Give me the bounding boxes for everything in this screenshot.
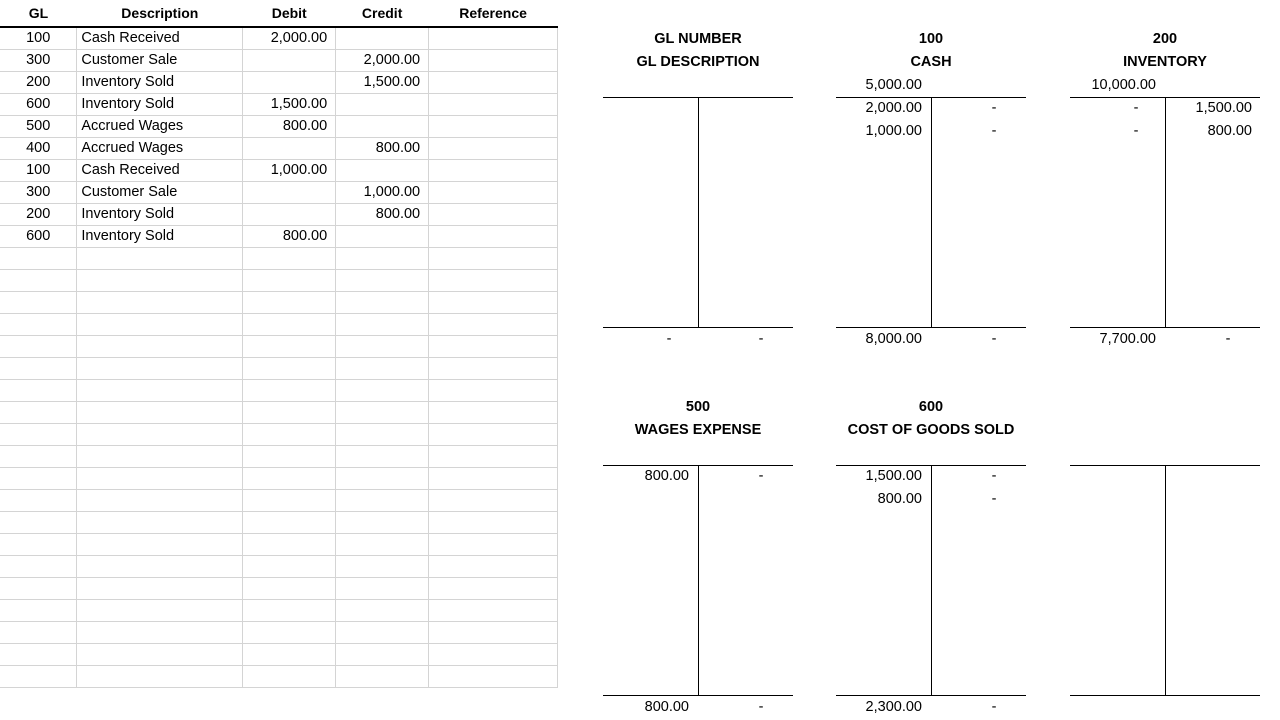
- empty-cell[interactable]: [243, 489, 336, 511]
- empty-cell[interactable]: [336, 269, 429, 291]
- empty-cell[interactable]: [243, 423, 336, 445]
- empty-row: [0, 643, 558, 665]
- t-bottom-line: [1070, 327, 1260, 328]
- empty-row: [0, 423, 558, 445]
- empty-row: [0, 555, 558, 577]
- t-account-template: [603, 31, 793, 347]
- cell-description[interactable]: Inventory Sold: [77, 93, 243, 115]
- cell-reference[interactable]: [429, 137, 558, 159]
- entry-credit[interactable]: 800.00: [1207, 123, 1252, 139]
- empty-row: [0, 467, 558, 489]
- header-credit[interactable]: Credit: [336, 0, 429, 27]
- table-row: [0, 225, 558, 247]
- entry-credit[interactable]: -: [991, 468, 997, 484]
- empty-cell[interactable]: [429, 533, 558, 555]
- empty-cell[interactable]: [243, 269, 336, 291]
- empty-cell[interactable]: [243, 335, 336, 357]
- t-entry-row: [1070, 123, 1260, 146]
- t-entries: [603, 468, 793, 491]
- empty-row: [0, 269, 558, 291]
- t-bottom-line: [1070, 695, 1260, 696]
- empty-cell[interactable]: [0, 269, 77, 291]
- empty-cell[interactable]: [336, 401, 429, 423]
- cell-gl[interactable]: 400: [0, 137, 77, 159]
- empty-row: [0, 511, 558, 533]
- empty-cell[interactable]: [336, 555, 429, 577]
- empty-cell[interactable]: [77, 533, 243, 555]
- t-total-row: [1070, 699, 1260, 720]
- total-credit[interactable]: -: [991, 331, 997, 347]
- empty-cell[interactable]: [429, 555, 558, 577]
- t-total-row: [603, 331, 793, 354]
- empty-cell[interactable]: [0, 247, 77, 269]
- empty-cell[interactable]: [0, 643, 77, 665]
- empty-cell[interactable]: [0, 357, 77, 379]
- empty-cell[interactable]: [336, 467, 429, 489]
- cell-reference[interactable]: [429, 181, 558, 203]
- account-number: 500: [685, 399, 711, 415]
- empty-cell[interactable]: [336, 489, 429, 511]
- empty-row: [0, 599, 558, 621]
- empty-cell[interactable]: [0, 291, 77, 313]
- entry-debit[interactable]: 800.00: [644, 468, 689, 484]
- empty-cell[interactable]: [243, 401, 336, 423]
- cell-debit[interactable]: 1,500.00: [243, 93, 336, 115]
- cell-gl[interactable]: 600: [0, 225, 77, 247]
- empty-cell[interactable]: [243, 291, 336, 313]
- cell-debit[interactable]: [243, 203, 336, 225]
- empty-cell[interactable]: [429, 313, 558, 335]
- empty-cell[interactable]: [429, 291, 558, 313]
- t-total-row: [836, 331, 1026, 354]
- cell-description[interactable]: Accrued Wages: [77, 115, 243, 137]
- empty-cell[interactable]: [77, 489, 243, 511]
- cell-credit[interactable]: [336, 159, 429, 181]
- empty-cell[interactable]: [77, 643, 243, 665]
- empty-cell[interactable]: [77, 313, 243, 335]
- cell-description[interactable]: Inventory Sold: [77, 71, 243, 93]
- t-entries: [1070, 100, 1260, 146]
- table-row: [0, 27, 558, 49]
- entry-debit[interactable]: 1,500.00: [865, 468, 922, 484]
- empty-cell[interactable]: [77, 423, 243, 445]
- empty-cell[interactable]: [429, 643, 558, 665]
- t-vertical-line: [1165, 465, 1166, 695]
- entry-credit[interactable]: 1,500.00: [1195, 100, 1252, 116]
- journal-body: [0, 27, 558, 687]
- cell-credit[interactable]: [336, 27, 429, 49]
- empty-cell[interactable]: [77, 445, 243, 467]
- empty-cell[interactable]: [429, 445, 558, 467]
- t-bottom-line: [603, 695, 793, 696]
- empty-cell[interactable]: [77, 577, 243, 599]
- cell-debit[interactable]: [243, 49, 336, 71]
- empty-cell[interactable]: [77, 247, 243, 269]
- cell-debit[interactable]: [243, 181, 336, 203]
- table-row: [0, 115, 558, 137]
- journal-header-row: [0, 0, 558, 27]
- empty-cell[interactable]: [0, 599, 77, 621]
- cell-credit[interactable]: [336, 115, 429, 137]
- t-entry-row: [836, 491, 1026, 514]
- empty-cell[interactable]: [77, 555, 243, 577]
- empty-row: [0, 401, 558, 423]
- empty-cell[interactable]: [336, 423, 429, 445]
- account-description: CASH: [910, 54, 952, 70]
- entry-credit[interactable]: -: [991, 123, 997, 139]
- empty-cell[interactable]: [336, 621, 429, 643]
- account-description: INVENTORY: [1123, 54, 1207, 70]
- empty-cell[interactable]: [0, 335, 77, 357]
- cell-gl[interactable]: 100: [0, 27, 77, 49]
- account-number: 200: [1152, 31, 1178, 47]
- empty-cell[interactable]: [77, 599, 243, 621]
- journal-grid: [0, 0, 558, 720]
- cell-credit[interactable]: 800.00: [336, 137, 429, 159]
- empty-cell[interactable]: [243, 555, 336, 577]
- t-entries: [836, 468, 1026, 514]
- table-row: [0, 181, 558, 203]
- empty-cell[interactable]: [0, 489, 77, 511]
- cell-credit[interactable]: 2,000.00: [336, 49, 429, 71]
- cell-reference[interactable]: [429, 203, 558, 225]
- empty-cell[interactable]: [0, 423, 77, 445]
- empty-row: [0, 533, 558, 555]
- table-row: [0, 137, 558, 159]
- empty-cell[interactable]: [243, 621, 336, 643]
- total-credit[interactable]: -: [1225, 331, 1231, 347]
- empty-cell[interactable]: [336, 533, 429, 555]
- total-credit[interactable]: -: [758, 699, 764, 715]
- account-description: GL DESCRIPTION: [636, 54, 760, 70]
- empty-cell[interactable]: [243, 445, 336, 467]
- empty-cell[interactable]: [429, 599, 558, 621]
- empty-row: [0, 247, 558, 269]
- empty-cell[interactable]: [336, 599, 429, 621]
- empty-cell[interactable]: [77, 269, 243, 291]
- cell-reference[interactable]: [429, 27, 558, 49]
- empty-cell[interactable]: [243, 379, 336, 401]
- empty-cell[interactable]: [336, 313, 429, 335]
- empty-cell[interactable]: [77, 665, 243, 687]
- cell-credit[interactable]: [336, 225, 429, 247]
- t-entry-row: [836, 100, 1026, 123]
- empty-row: [0, 335, 558, 357]
- empty-row: [0, 577, 558, 599]
- cell-debit[interactable]: 2,000.00: [243, 27, 336, 49]
- empty-cell[interactable]: [429, 357, 558, 379]
- header-reference[interactable]: Reference: [429, 0, 558, 27]
- cell-gl[interactable]: 100: [0, 159, 77, 181]
- empty-cell[interactable]: [77, 357, 243, 379]
- account-number: 100: [918, 31, 944, 47]
- empty-cell[interactable]: [77, 291, 243, 313]
- total-credit[interactable]: -: [758, 331, 764, 347]
- empty-cell[interactable]: [429, 423, 558, 445]
- entry-debit[interactable]: -: [1133, 100, 1139, 116]
- cell-reference[interactable]: [429, 49, 558, 71]
- empty-cell[interactable]: [0, 555, 77, 577]
- entry-credit[interactable]: -: [758, 468, 764, 484]
- entry-debit[interactable]: 1,000.00: [865, 123, 922, 139]
- cell-credit[interactable]: 800.00: [336, 203, 429, 225]
- empty-row: [0, 665, 558, 687]
- empty-cell[interactable]: [0, 313, 77, 335]
- opening-balance[interactable]: 10,000.00: [1091, 77, 1156, 93]
- table-row: [0, 203, 558, 225]
- table-row: [0, 93, 558, 115]
- empty-cell[interactable]: [243, 665, 336, 687]
- empty-cell[interactable]: [429, 467, 558, 489]
- cell-reference[interactable]: [429, 93, 558, 115]
- cell-gl[interactable]: 300: [0, 181, 77, 203]
- total-debit[interactable]: 7,700.00: [1099, 331, 1156, 347]
- total-debit[interactable]: 800.00: [644, 699, 689, 715]
- cell-description[interactable]: Accrued Wages: [77, 137, 243, 159]
- empty-cell[interactable]: [429, 511, 558, 533]
- table-row: [0, 159, 558, 181]
- cell-credit[interactable]: [336, 93, 429, 115]
- journal-table: [0, 0, 558, 688]
- empty-cell[interactable]: [429, 621, 558, 643]
- t-account-cost-of-goods-sold: [836, 399, 1026, 715]
- t-vertical-line: [698, 465, 699, 695]
- t-total-row: [836, 699, 1026, 720]
- t-entry-row: [1070, 100, 1260, 123]
- empty-row: [0, 357, 558, 379]
- empty-cell[interactable]: [77, 335, 243, 357]
- empty-cell[interactable]: [77, 401, 243, 423]
- empty-cell[interactable]: [429, 269, 558, 291]
- cell-credit[interactable]: 1,500.00: [336, 71, 429, 93]
- cell-reference[interactable]: [429, 225, 558, 247]
- empty-cell[interactable]: [429, 335, 558, 357]
- cell-description[interactable]: Customer Sale: [77, 181, 243, 203]
- empty-cell[interactable]: [243, 313, 336, 335]
- account-number: GL NUMBER: [654, 31, 742, 47]
- t-entry-row: [603, 468, 793, 491]
- empty-cell[interactable]: [243, 643, 336, 665]
- t-bottom-line: [836, 695, 1026, 696]
- empty-cell[interactable]: [336, 357, 429, 379]
- empty-row: [0, 445, 558, 467]
- cell-reference[interactable]: [429, 115, 558, 137]
- cell-description[interactable]: Cash Received: [77, 159, 243, 181]
- empty-cell[interactable]: [429, 379, 558, 401]
- empty-cell[interactable]: [243, 577, 336, 599]
- total-debit[interactable]: -: [666, 331, 672, 347]
- t-vertical-line: [698, 97, 699, 327]
- cell-description[interactable]: Inventory Sold: [77, 225, 243, 247]
- cell-gl[interactable]: 200: [0, 71, 77, 93]
- empty-cell[interactable]: [77, 467, 243, 489]
- entry-debit[interactable]: 800.00: [877, 491, 922, 507]
- empty-cell[interactable]: [0, 445, 77, 467]
- table-row: [0, 49, 558, 71]
- empty-cell[interactable]: [336, 335, 429, 357]
- cell-debit[interactable]: 800.00: [243, 115, 336, 137]
- t-account-wages-expense: [603, 399, 793, 715]
- empty-cell[interactable]: [0, 577, 77, 599]
- empty-cell[interactable]: [243, 533, 336, 555]
- cell-description[interactable]: Inventory Sold: [77, 203, 243, 225]
- cell-gl[interactable]: 600: [0, 93, 77, 115]
- empty-cell[interactable]: [336, 643, 429, 665]
- empty-cell[interactable]: [243, 467, 336, 489]
- t-total-row: [603, 699, 793, 720]
- empty-cell[interactable]: [429, 489, 558, 511]
- account-description: WAGES EXPENSE: [634, 422, 762, 438]
- t-bottom-line: [603, 327, 793, 328]
- empty-cell[interactable]: [77, 621, 243, 643]
- account-number: 600: [918, 399, 944, 415]
- empty-row: [0, 313, 558, 335]
- empty-cell[interactable]: [429, 665, 558, 687]
- cell-description[interactable]: Customer Sale: [77, 49, 243, 71]
- empty-cell[interactable]: [0, 379, 77, 401]
- cell-description[interactable]: Cash Received: [77, 27, 243, 49]
- cell-gl[interactable]: 500: [0, 115, 77, 137]
- account-description: COST OF GOODS SOLD: [847, 422, 1015, 438]
- entry-credit[interactable]: -: [991, 100, 997, 116]
- t-entry-row: [836, 123, 1026, 146]
- t-account-blank: [1070, 399, 1260, 659]
- entry-debit[interactable]: 2,000.00: [865, 100, 922, 116]
- empty-cell[interactable]: [243, 599, 336, 621]
- total-debit[interactable]: 2,300.00: [865, 699, 922, 715]
- cell-reference[interactable]: [429, 71, 558, 93]
- header-debit[interactable]: Debit: [243, 0, 336, 27]
- empty-cell[interactable]: [0, 621, 77, 643]
- cell-gl[interactable]: 300: [0, 49, 77, 71]
- empty-cell[interactable]: [243, 357, 336, 379]
- empty-cell[interactable]: [429, 577, 558, 599]
- total-credit[interactable]: -: [991, 699, 997, 715]
- empty-cell[interactable]: [0, 401, 77, 423]
- empty-cell[interactable]: [0, 533, 77, 555]
- t-total-row: [1070, 331, 1260, 354]
- empty-cell[interactable]: [0, 665, 77, 687]
- t-account-inventory: [1070, 31, 1260, 347]
- empty-cell[interactable]: [429, 247, 558, 269]
- cell-gl[interactable]: 200: [0, 203, 77, 225]
- cell-debit[interactable]: 800.00: [243, 225, 336, 247]
- t-entry-row: [836, 468, 1026, 491]
- total-debit[interactable]: 8,000.00: [865, 331, 922, 347]
- entry-debit[interactable]: -: [1133, 123, 1139, 139]
- empty-cell[interactable]: [336, 577, 429, 599]
- empty-cell[interactable]: [0, 467, 77, 489]
- empty-row: [0, 489, 558, 511]
- empty-row: [0, 379, 558, 401]
- empty-cell[interactable]: [77, 379, 243, 401]
- t-account-cash: [836, 31, 1026, 347]
- header-description[interactable]: Description: [77, 0, 243, 27]
- t-entries: [836, 100, 1026, 146]
- header-gl[interactable]: GL: [0, 0, 77, 27]
- empty-cell[interactable]: [77, 511, 243, 533]
- empty-cell[interactable]: [336, 665, 429, 687]
- cell-debit[interactable]: [243, 137, 336, 159]
- entry-credit[interactable]: -: [991, 491, 997, 507]
- empty-row: [0, 291, 558, 313]
- empty-row: [0, 621, 558, 643]
- cell-debit[interactable]: 1,000.00: [243, 159, 336, 181]
- empty-cell[interactable]: [243, 511, 336, 533]
- empty-cell[interactable]: [336, 511, 429, 533]
- empty-cell[interactable]: [0, 511, 77, 533]
- empty-cell[interactable]: [336, 379, 429, 401]
- empty-cell[interactable]: [429, 401, 558, 423]
- empty-cell[interactable]: [336, 445, 429, 467]
- cell-reference[interactable]: [429, 159, 558, 181]
- table-row: [0, 71, 558, 93]
- cell-credit[interactable]: 1,000.00: [336, 181, 429, 203]
- empty-cell[interactable]: [336, 247, 429, 269]
- empty-cell[interactable]: [243, 247, 336, 269]
- t-bottom-line: [836, 327, 1026, 328]
- opening-balance[interactable]: 5,000.00: [865, 77, 922, 93]
- empty-cell[interactable]: [336, 291, 429, 313]
- cell-debit[interactable]: [243, 71, 336, 93]
